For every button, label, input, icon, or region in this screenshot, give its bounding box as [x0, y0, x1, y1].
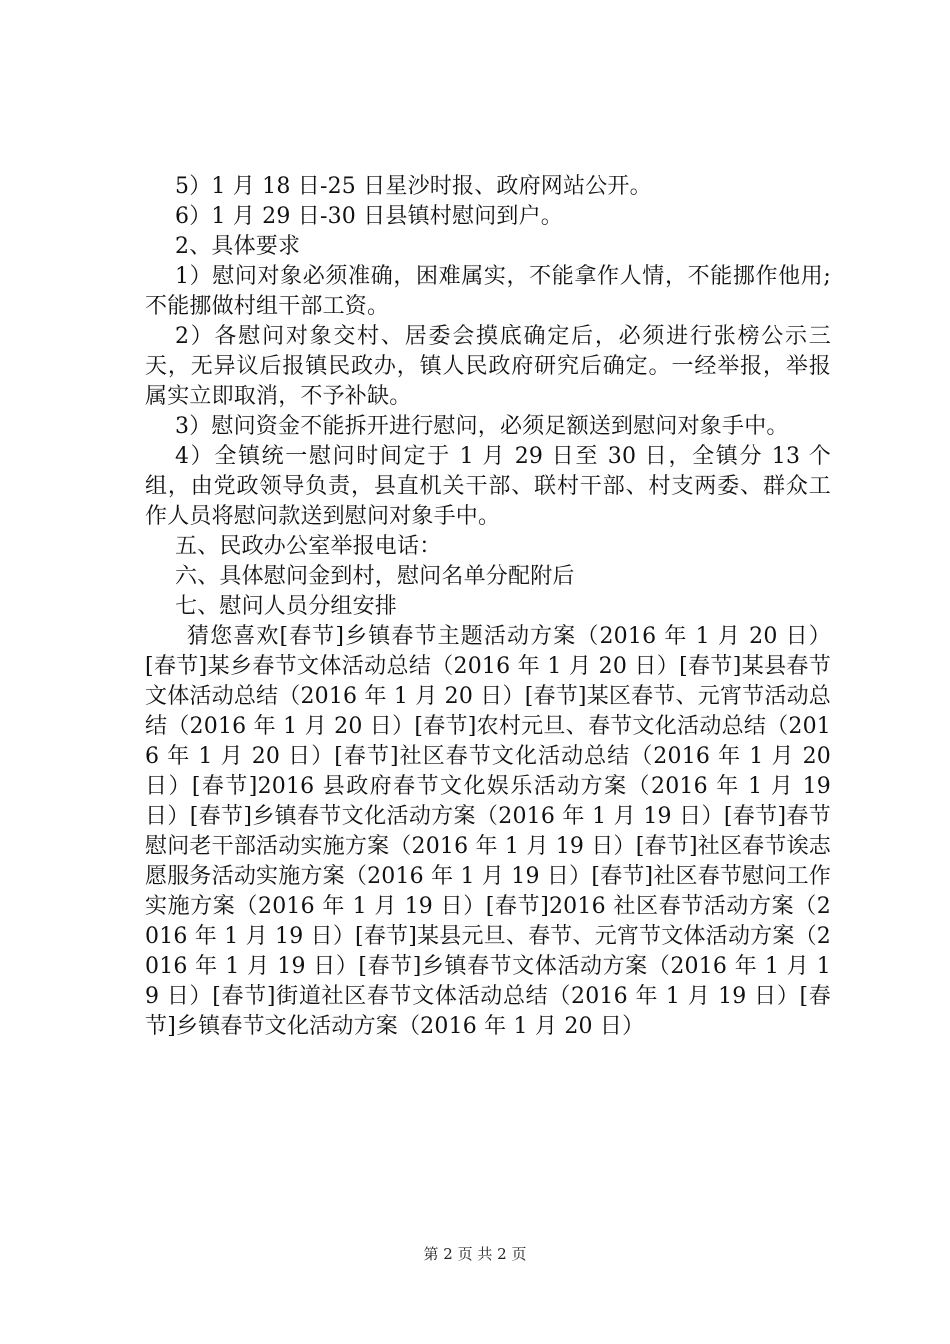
paragraph: 3）慰问资金不能拆开进行慰问，必须足额送到慰问对象手中。	[175, 414, 789, 439]
document-body	[145, 172, 831, 1042]
paragraph: 1）慰问对象必须准确，困难属实，不能拿作人情，不能挪作他用;不能挪做村组干部工资。	[145, 264, 831, 319]
page-footer: 第 2 页 共 2 页	[423, 1245, 527, 1263]
related-articles-text: 猜您喜欢[春节]乡镇春节主题活动方案（2016 年 1 月 20 日）[春节]某乡春节文体活动总结（2016 年 1 月 20 日）[春节]某县春节文体活动总结（2016 年 1 月 20 日）[春节]某区春节、元宵节活动总结（2016 年 1 月 20 日）[春节]农村元旦、春节文化活动总结（2016 年 1 月 20 日）[春节]社区春节文化活动总结（2016 年 1 月 20 日）[春节]2016 县政府春节文化娱乐活动方案（2016 年 1 月 19 日）[春节]乡镇春节文化活动方案（2016 年 1 月 19 日）[春节]春节慰问老干部活动实施方案（2016 年 1 月 19 日）[春节]社区春节诶志愿服务活动实施方案（2016 年 1 月 19 日）[春节]社区春节慰问工作实施方案（2016 年 1 月 19 日）[春节]2016 社区春节活动方案（2016 年 1 月 19 日）[春节]某县元旦、春节、元宵节文体活动方案（2016 年 1 月 19 日）[春节]乡镇春节文体活动方案（2016 年 1 月 19 日）[春节]街道社区春节文体活动总结（2016 年 1 月 19 日）[春节]乡镇春节文化活动方案（2016 年 1 月 20 日）	[145, 624, 831, 1039]
section-heading: 六、具体慰问金到村，慰问名单分配附后	[175, 564, 575, 589]
paragraph: 4）全镇统一慰问时间定于 1 月 29 日至 30 日，全镇分 13 个组，由党政领导负责，县直机关干部、联村干部、村支两委、群众工作人员将慰问款送到慰问对象手中。	[145, 444, 831, 529]
section-heading: 2、具体要求	[175, 234, 301, 259]
paragraph: 5）1 月 18 日-25 日星沙时报、政府网站公开。	[175, 174, 652, 199]
paragraph: 6）1 月 29 日-30 日县镇村慰问到户。	[175, 204, 563, 229]
section-heading: 七、慰问人员分组安排	[175, 594, 398, 619]
paragraph: 2）各慰问对象交村、居委会摸底确定后，必须进行张榜公示三天，无异议后报镇民政办，镇人民政府研究后确定。一经举报，举报属实立即取消，不予补缺。	[145, 324, 831, 409]
section-heading: 五、民政办公室举报电话：	[175, 534, 442, 559]
